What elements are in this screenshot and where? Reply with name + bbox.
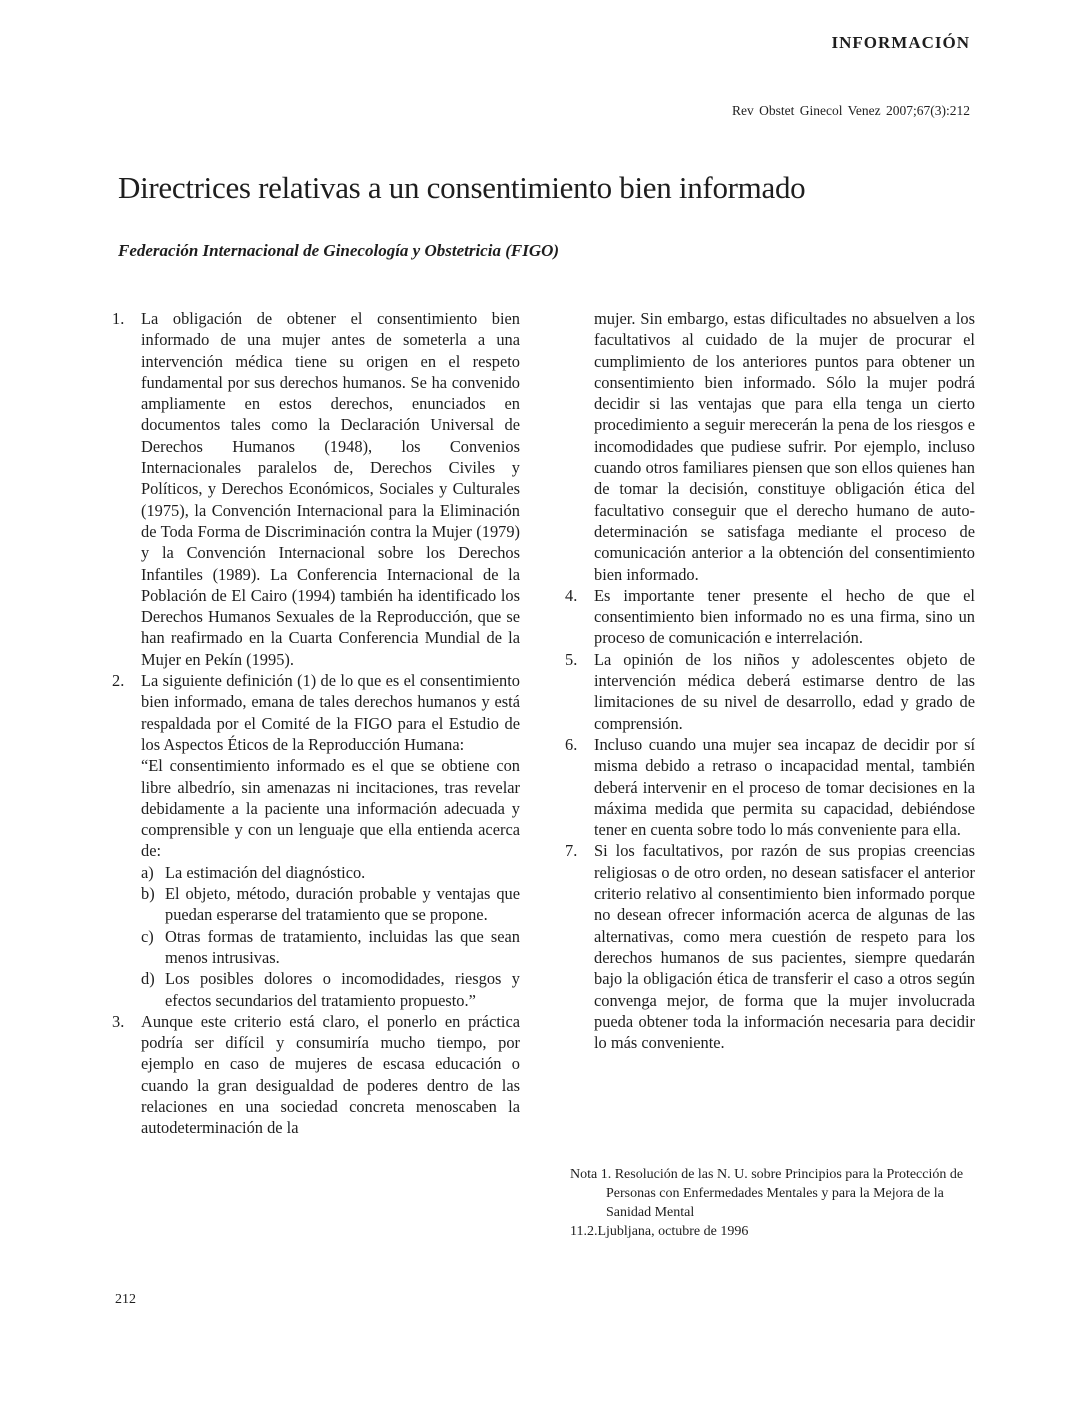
sub-item-text: La estimación del diagnóstico. <box>165 862 366 882</box>
sub-item-c <box>141 926 520 969</box>
left-column <box>112 308 520 1139</box>
sub-item-b <box>141 883 520 926</box>
journal-citation: Rev Obstet Ginecol Venez 2007;67(3):212 <box>732 103 970 118</box>
item-number: 7. <box>565 841 578 861</box>
list-item-4 <box>565 585 975 649</box>
sub-item-label: a) <box>141 862 154 882</box>
item-text: Si los facultativos, por razón de sus propias creencias religiosas o de otro orden, no desean satisfacer el anterior criterio relativo al consentimiento bien informado porque no desean ofrecer información acerca de algunas de las alternativas, como mera cuestión de respeto para los derechos humanos de sus pacientes, siempre quedarán bajo la obligación ética de transferir el caso a otros según convenga mejor, de forma que la mujer involucrada pueda obtener toda la información necesaria para decidir lo más conveniente. <box>594 841 975 1053</box>
item-number: 6. <box>565 734 578 754</box>
item-text: La opinión de los niños y adolescentes objeto de intervención médica deberá estimarse dentro de las limitaciones de su nivel de desarrollo, edad y grado de comprensión. <box>594 649 975 733</box>
item-number: 3. <box>112 1011 125 1031</box>
article-title: Directrices relativas a un consentimiento bien informado <box>118 170 806 205</box>
right-column <box>565 308 975 1053</box>
list-item-1 <box>112 308 520 670</box>
item-number: 5. <box>565 649 578 669</box>
footnote-text: Nota 1. Resolución de las N. U. sobre Principios para la Protección de Personas con Enfermedades Mentales y para la Mejora de la Sanidad Mental <box>570 1167 964 1220</box>
item-text: La obligación de obtener el consentimiento bien informado de una mujer antes de someterla a una intervención médica tiene su origen en el respeto fundamental por sus derechos humanos. Se ha convenido ampliamente en estos derechos, enunciados en documentos tales como la Declaración Universal de Derechos Humanos (1948), los Convenios Internacionales paralelos de, Derechos Civiles y Políticos, y Derechos Económicos, Sociales y Culturales (1975), la Convención Internacional para la Eliminación de Toda Forma de Discriminación contra la Mujer (1979) y la Convención Internacional sobre los Derechos Infantiles (1989). La Conferencia Internacional de la Población de El Cairo (1994) también ha identificado los Derechos Humanos Sexuales de la Reproducción, que se han reafirmado en la Cuarta Conferencia Mundial de la Mujer en Pekín (1995). <box>141 309 520 669</box>
section-label: INFORMACIÓN <box>831 33 970 52</box>
footnote-date: 11.2.Ljubljana, octubre de 1996 <box>570 1224 749 1239</box>
list-item-3 <box>112 1011 520 1139</box>
list-item-7 <box>565 840 975 1053</box>
item-text: Es importante tener presente el hecho de que el consentimiento bien informado no es una firma, sino un proceso de comunicación e interrelación. <box>594 585 975 648</box>
footnote <box>570 1165 980 1241</box>
sub-item-d <box>141 968 520 1011</box>
list-item-6 <box>565 734 975 840</box>
item-text: Incluso cuando una mujer sea incapaz de decidir por sí misma debido a retraso o incapacidad mental, también deberá intervenir en el proceso de tomar decisiones en la máxima medida que permita su capacidad, debiéndose tener en cuenta sobre todo lo más conveniente para ella. <box>594 734 975 840</box>
item-number: 1. <box>112 309 125 328</box>
item-number: 2. <box>112 671 125 691</box>
item-number: 4. <box>565 585 578 605</box>
page-number: 212 <box>115 1292 136 1307</box>
item-text: La siguiente definición (1) de lo que es el consentimiento bien informado, emana de tales derechos humanos y está respaldada por el Comité de la FIGO para el Estudio de los Aspectos Éticos de la Reproducción Humana: <box>141 671 520 754</box>
sub-item-label: b) <box>141 884 155 904</box>
definition-quote: “El consentimiento informado es el que se obtiene con libre albedrío, sin amenazas ni incitaciones, tras revelar debidamente a la paciente una información adecuada y comprensible y con un lenguaje que ella entienda acerca de: <box>141 756 520 861</box>
sub-item-label: d) <box>141 969 155 989</box>
list-item-5 <box>565 649 975 734</box>
list-item-2 <box>112 670 520 1011</box>
item-3-continuation: mujer. Sin embargo, estas dificultades no absuelven a los facultativos al cuidado de la mujer de procurar el cumplimiento de los anteriores puntos para obtener un consentimiento bien informado. Sólo la mujer podrá decidir si las ventajas que para ella tenga un cierto procedimiento a seguir merecerán la pena de los riesgos e incomodidades que pudiese sufrir. Por ejemplo, incluso cuando otros familiares piensen que son ellos quienes han de tomar la decisión, constituye obligación ética del facultativo conseguir que el derecho humano de auto-determinación se satisfaga mediante el proceso de comunicación anterior a la obtención del consentimiento bien informado. <box>594 309 975 584</box>
sub-item-text: El objeto, método, duración probable y ventajas que puedan esperarse del tratamiento que se propone. <box>165 884 520 925</box>
sub-item-text: Otras formas de tratamiento, incluidas las que sean menos intrusivas. <box>165 926 520 967</box>
item-text: Aunque este criterio está claro, el ponerlo en práctica podría ser difícil y consumiría mucho tiempo, por ejemplo en caso de mujeres de escasa educación o cuando la gran desigualdad de poderes dentro de las relaciones en una sociedad concreta menoscaben la autodeterminación de la <box>141 1011 520 1138</box>
article-author: Federación Internacional de Ginecología y Obstetricia (FIGO) <box>118 241 560 260</box>
sub-item-text: Los posibles dolores o incomodidades, riesgos y efectos secundarios del tratamiento propuesto.” <box>165 969 520 1010</box>
sub-item-label: c) <box>141 926 154 946</box>
sub-item-a <box>141 862 520 883</box>
